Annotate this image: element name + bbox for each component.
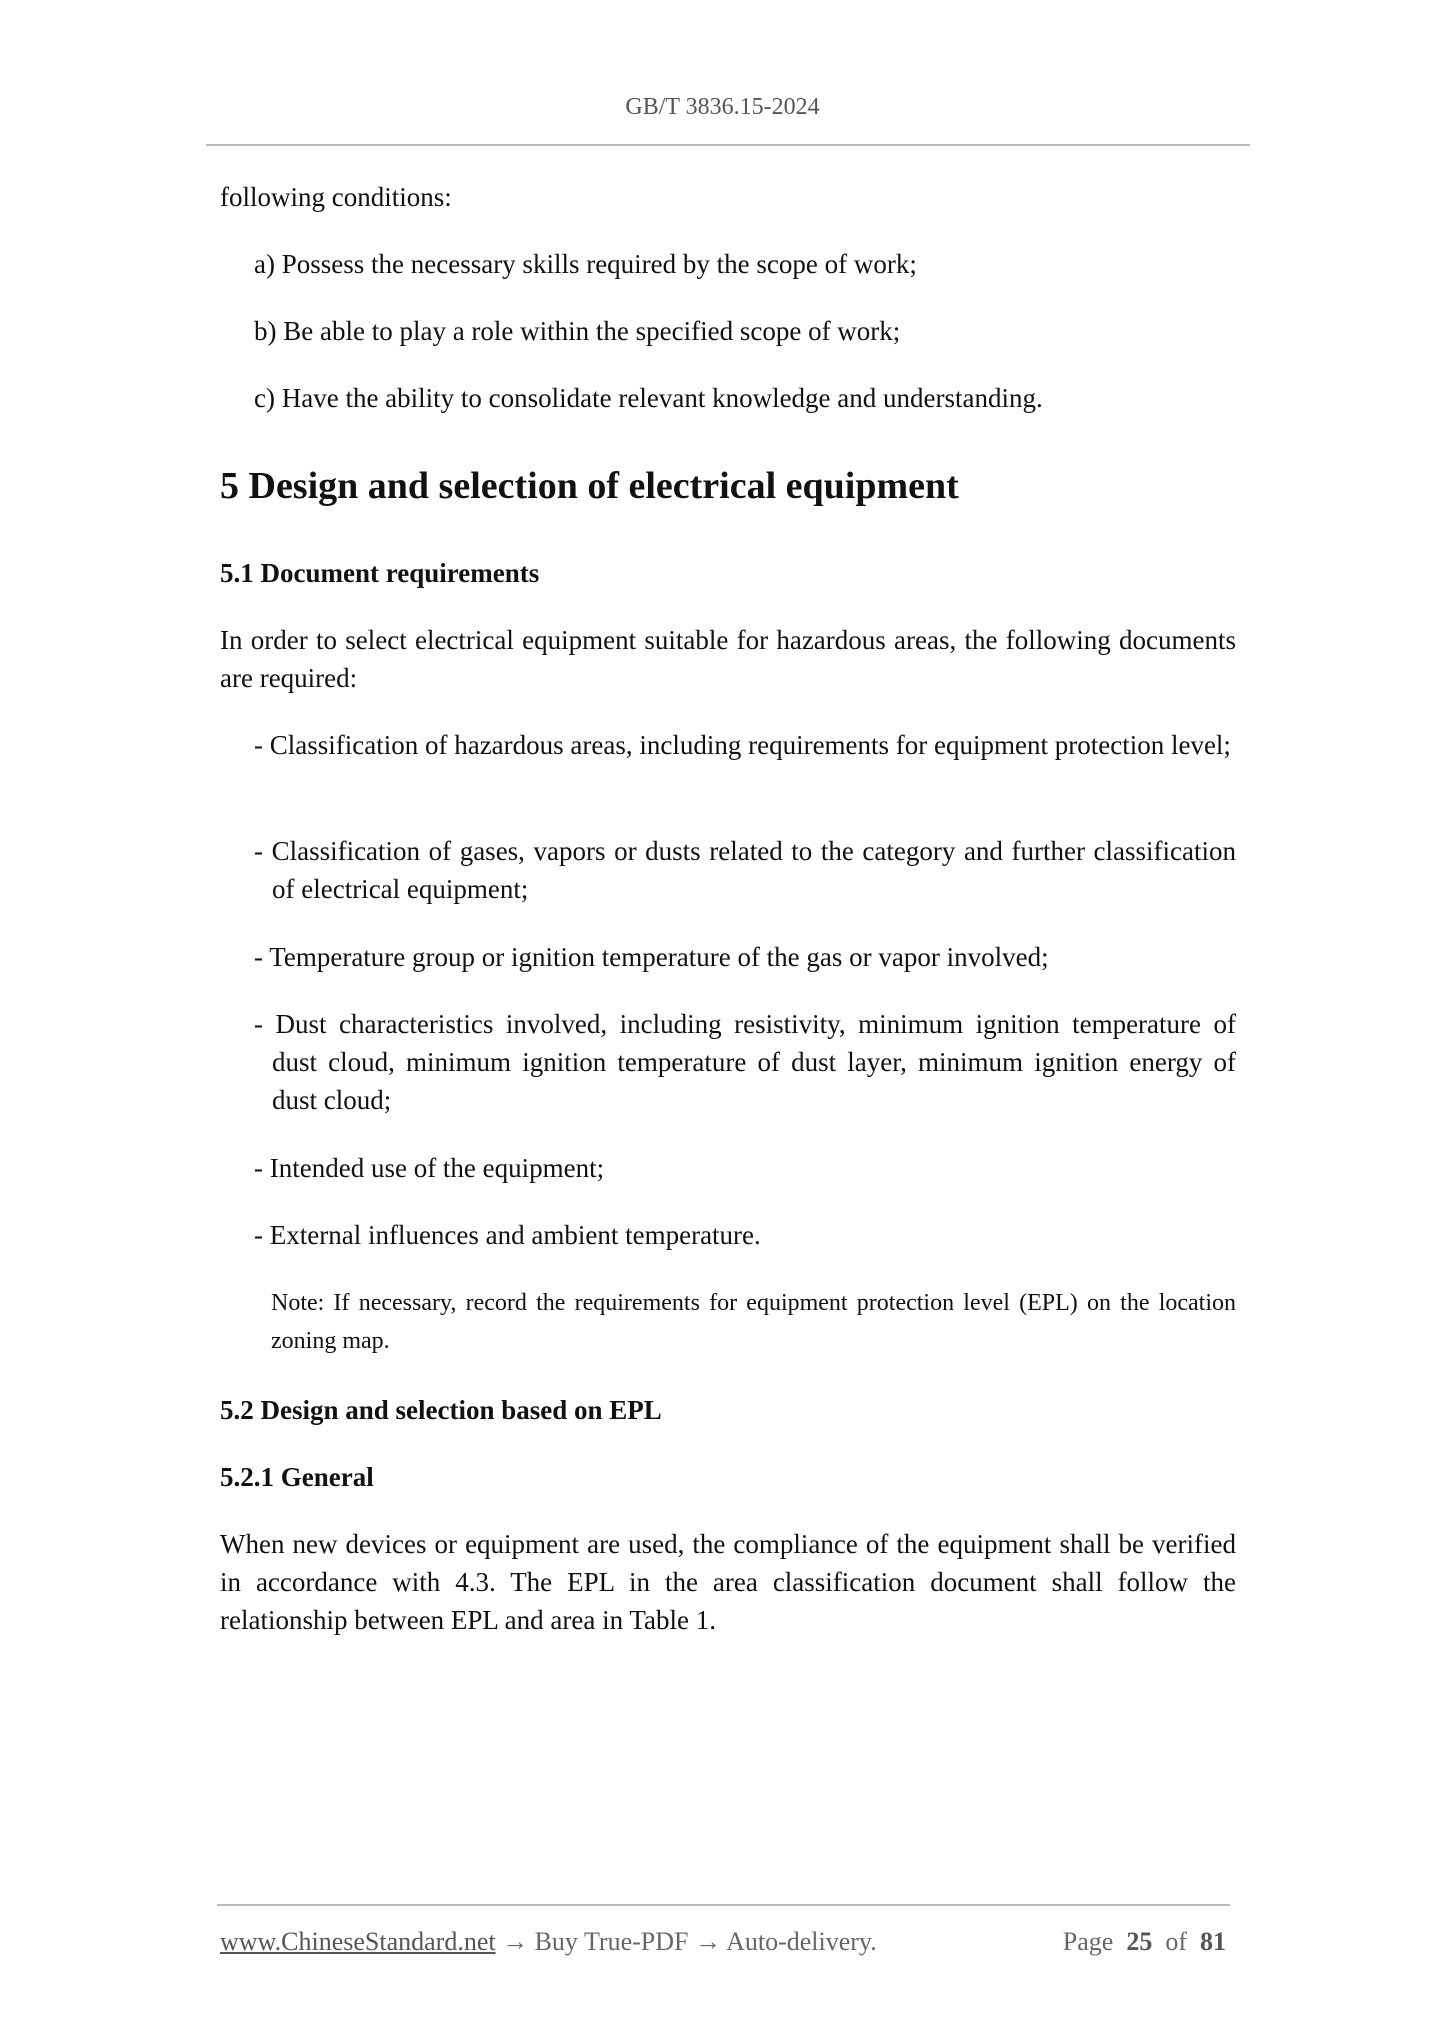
intro-text: following conditions: [220, 182, 452, 212]
document-list-item: - External influences and ambient temperature. [254, 1220, 761, 1250]
section-5-1-heading: 5.1 Document requirements [220, 558, 540, 588]
header-divider [206, 144, 1250, 146]
page-label: Page [1062, 1927, 1114, 1956]
current-page: 25 [1126, 1927, 1153, 1956]
document-list-item: - Dust characteristics involved, including resistivity, minimum ignition temperature of dust cloud, minimum ignition temperature of dust layer, minimum ignition energy of dust cloud; [254, 1009, 1236, 1115]
arrow-right-icon: → [695, 1927, 721, 1956]
condition-item: b) Be able to play a role within the specified scope of work; [254, 316, 901, 346]
section-5-2-heading: 5.2 Design and selection based on EPL [220, 1395, 662, 1425]
condition-item: a) Possess the necessary skills required by the scope of work; [254, 249, 917, 279]
arrow-right-icon: → [502, 1927, 529, 1956]
footer-promo [220, 1926, 877, 1958]
document-list-item: - Classification of hazardous areas, including requirements for equipment protection level; [254, 730, 1231, 760]
condition-item: c) Have the ability to consolidate relevant knowledge and understanding. [254, 383, 1043, 413]
document-list-item: - Classification of gases, vapors or dusts related to the category and further classification of electrical equipment; [254, 836, 1236, 904]
document-list-item: - Intended use of the equipment; [254, 1153, 605, 1183]
page-number [1063, 1926, 1226, 1958]
section-5-2-1-heading: 5.2.1 General [220, 1462, 374, 1492]
auto-delivery-text: Auto-delivery. [726, 1927, 877, 1956]
document-list-item: - Temperature group or ignition temperature of the gas or vapor involved; [254, 942, 1049, 972]
total-pages: 81 [1200, 1927, 1226, 1956]
buy-pdf-text: Buy True-PDF [534, 1927, 689, 1956]
document-id-header: GB/T 3836.15-2024 [625, 94, 820, 120]
section-5-1-paragraph: In order to select electrical equipment suitable for hazardous areas, the following documents are required: [220, 625, 1236, 693]
section-5-heading: 5 Design and selection of electrical equipment [220, 465, 959, 507]
note-text: Note: If necessary, record the requirements for equipment protection level (EPL) on the location zoning map. [271, 1290, 1236, 1354]
website-link[interactable]: www.ChineseStandard.net [220, 1927, 496, 1956]
section-5-2-1-paragraph: When new devices or equipment are used, the compliance of the equipment shall be verified in accordance with 4.3. The EPL in the area classification document shall follow the relationship between EPL and area in Table 1. [220, 1529, 1236, 1635]
footer-divider [217, 1904, 1230, 1906]
of-label: of [1165, 1927, 1187, 1956]
